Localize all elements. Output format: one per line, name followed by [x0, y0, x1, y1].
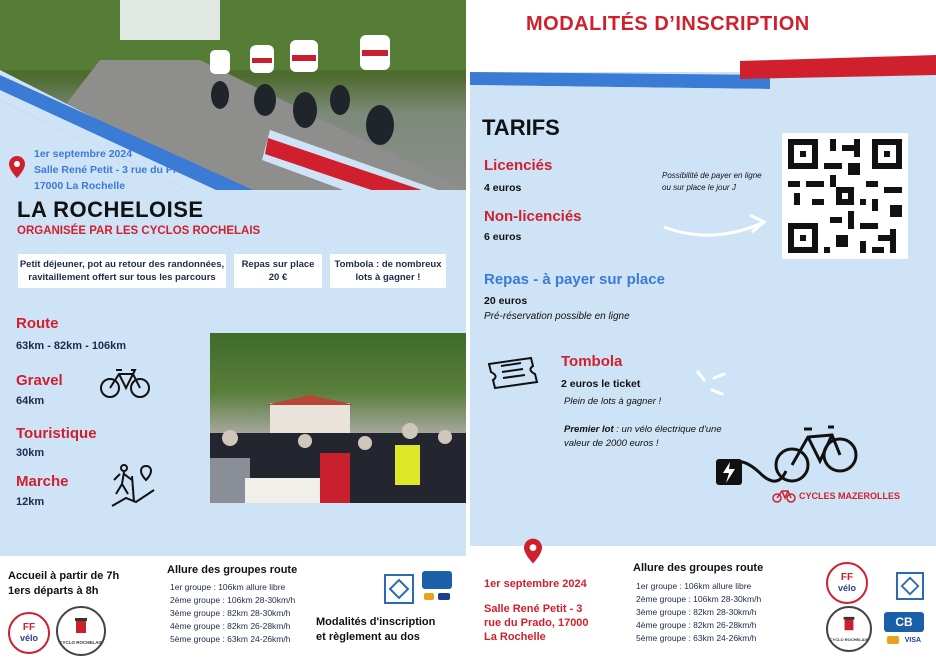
nonlicencies-price: 6 euros [484, 231, 522, 243]
cheque-vacances-icon [388, 578, 410, 600]
ff-velo-logo-left [8, 612, 50, 654]
info-box-meal-line1: Repas sur place [241, 259, 315, 270]
left-group-item: 1er groupe : 106km allure libre [170, 582, 286, 592]
ff-velo-logo-left-top: FF [22, 622, 36, 633]
info-box-breakfast-line1: Petit déjeuner, pot au retour des randonnées, [19, 259, 225, 270]
info-box-meal-line2: 20 € [268, 272, 288, 283]
info-box-breakfast-line2: ravitaillement offert sur tous les parcours [28, 272, 216, 283]
visa-label: VISA [904, 636, 922, 644]
sponsor-logo [772, 488, 900, 504]
route-distance-marche: 12km [16, 496, 45, 508]
route-name-marche: Marche [16, 473, 69, 490]
welcome-line2: 1ers départs à 8h [8, 585, 99, 597]
right-footer-address-line2: rue du Prado, 17000 [484, 617, 589, 629]
sponsor-name: CYCLES MAZEROLLES [799, 491, 901, 501]
payment-note-line2: ou sur place le jour J [662, 183, 736, 192]
premier-lot-text1: : un vélo électrique d'une [613, 424, 722, 435]
bicycle-icon [99, 366, 151, 400]
cyclo-rochelais-logo-right [826, 606, 872, 652]
info-box-tombola-line2: lots à gagner ! [355, 272, 421, 283]
ff-velo-logo-right-bottom: vélo [837, 583, 856, 593]
tombola-note: Plein de lots à gagner ! [564, 396, 662, 407]
tarifs-title: TARIFS [482, 115, 560, 140]
event-address-line2: 17000 La Rochelle [34, 180, 126, 192]
modalites-line2: et règlement au dos [316, 631, 420, 643]
ff-velo-logo-left-bottom: vélo [19, 633, 38, 643]
payment-note-line1: Possibilité de payer en ligne [662, 171, 762, 180]
info-box-tombola-line1: Tombola : de nombreux [334, 259, 442, 270]
route-name-road: Route [16, 315, 59, 332]
location-pin-icon [9, 156, 25, 178]
licencies-price: 4 euros [484, 182, 522, 194]
tower-icon-right [841, 616, 857, 632]
event-title: LA ROCHELOISE [17, 197, 204, 222]
registration-header: MODALITÉS D’INSCRIPTION [526, 13, 810, 35]
left-group-item: 4ème groupe : 82km 26-28km/h [170, 621, 291, 631]
sparkle-icon [692, 368, 728, 408]
right-group-item: 2ème groupe : 106km 28-30km/h [636, 594, 762, 604]
event-subtitle: ORGANISÉE PAR LES CYCLOS ROCHELAIS [17, 225, 261, 237]
nonlicencies-label: Non-licenciés [484, 208, 582, 225]
ff-velo-logo-right [826, 562, 868, 604]
left-group-item: 2ème groupe : 106km 28-30km/h [170, 595, 296, 605]
route-distance-gravel: 64km [16, 395, 45, 407]
info-box-meal [234, 254, 322, 288]
welcome-line1: Accueil à partir de 7h [8, 570, 120, 582]
route-distance-touristique: 30km [16, 447, 45, 459]
info-box-breakfast [18, 254, 226, 288]
right-footer-address-line1: Salle René Petit - 3 [484, 603, 583, 615]
right-footer-address-line3: La Rochelle [484, 631, 546, 643]
arrow-icon [662, 205, 772, 245]
cyclo-rochelais-logo-left [56, 606, 106, 656]
tower-icon [72, 617, 90, 635]
route-name-gravel: Gravel [16, 372, 63, 389]
cb-visa-logo-left [422, 571, 452, 603]
mastercard-icon [887, 636, 899, 644]
event-date: 1er septembre 2024 [34, 148, 133, 160]
premier-lot-text2: valeur de 2000 euros ! [564, 438, 659, 449]
electric-bike-icon [712, 415, 862, 495]
repas-price: 20 euros [484, 295, 528, 307]
left-groups-title: Allure des groupes route [167, 564, 298, 576]
premier-lot [564, 423, 722, 451]
right-group-item: 3ème groupe : 82km 28-30km/h [636, 607, 757, 617]
right-group-item: 4ème groupe : 82km 26-28km/h [636, 620, 757, 630]
right-group-item: 1er groupe : 106km allure libre [636, 581, 752, 591]
right-group-item: 5ème groupe : 63km 24-26km/h [636, 633, 757, 643]
cheque-vacances-logo-left [384, 574, 414, 604]
location-pin-icon-right [524, 538, 542, 564]
qr-code[interactable] [782, 133, 908, 259]
cb-visa-logo-right [884, 612, 924, 650]
route-distance-road: 63km - 82km - 106km [16, 340, 127, 352]
right-groups-list [636, 580, 761, 645]
hiker-icon [110, 462, 156, 508]
sponsor-bike-icon [772, 488, 796, 504]
cb-label: CB [884, 612, 924, 632]
tombola-price: 2 euros le ticket [561, 378, 641, 390]
right-groups-title: Allure des groupes route [633, 562, 764, 574]
left-groups-list [170, 581, 295, 646]
qr-code-icon [782, 133, 908, 259]
cheque-vacances-logo-right [896, 572, 924, 600]
premier-lot-bold: Premier lot [564, 424, 614, 435]
licencies-label: Licenciés [484, 157, 553, 174]
cyclo-rochelais-logo-right-text: CYCLO ROCHELAIS [829, 637, 869, 642]
left-group-item: 5ème groupe : 63km 24-26km/h [170, 634, 291, 644]
modalites-line1: Modalités d'inscription [316, 616, 436, 628]
participants-photo [210, 333, 466, 503]
repas-label: Repas - à payer sur place [484, 271, 665, 288]
event-address-line1: Salle René Petit - 3 rue du Prado, [34, 164, 199, 176]
right-footer-date: 1er septembre 2024 [484, 578, 587, 590]
left-group-item: 3ème groupe : 82km 28-30km/h [170, 608, 291, 618]
cyclo-rochelais-logo-left-text: CYCLO ROCHELAIS [59, 640, 103, 645]
ticket-icon [487, 356, 541, 390]
info-box-tombola [330, 254, 446, 288]
ff-velo-logo-right-top: FF [840, 572, 854, 583]
tombola-label: Tombola [561, 353, 623, 370]
cheque-vacances-icon-right [900, 576, 920, 596]
route-name-touristique: Touristique [16, 425, 97, 442]
repas-note: Pré-réservation possible en ligne [484, 311, 630, 322]
header-stripes [470, 55, 936, 105]
